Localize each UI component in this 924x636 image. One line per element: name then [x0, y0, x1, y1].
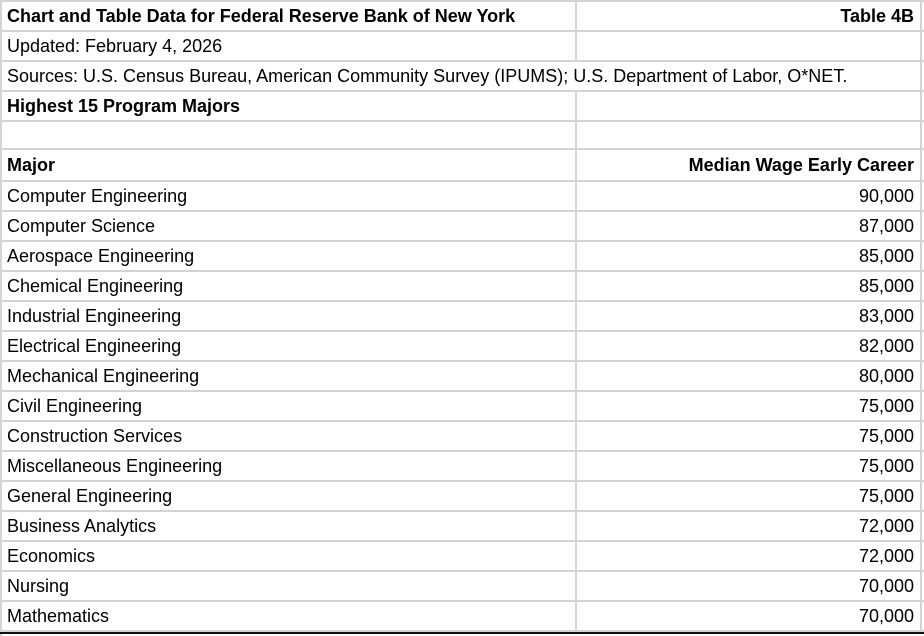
- subtitle-row: [2, 92, 924, 122]
- major-cell[interactable]: Construction Services: [2, 422, 577, 450]
- empty-cell[interactable]: [2, 122, 577, 148]
- table-row: [2, 482, 924, 512]
- sources-row: [2, 62, 924, 92]
- table-row: [2, 572, 924, 602]
- major-cell[interactable]: Industrial Engineering: [2, 302, 577, 330]
- table-row: [2, 512, 924, 542]
- wage-cell[interactable]: 82,000: [577, 332, 922, 360]
- major-cell[interactable]: Aerospace Engineering: [2, 242, 577, 270]
- major-cell[interactable]: Chemical Engineering: [2, 272, 577, 300]
- major-cell[interactable]: Business Analytics: [2, 512, 577, 540]
- wage-cell[interactable]: 80,000: [577, 362, 922, 390]
- table-id[interactable]: Table 4B: [577, 2, 922, 30]
- table-subtitle[interactable]: Highest 15 Program Majors: [2, 92, 577, 120]
- major-cell[interactable]: Nursing: [2, 572, 577, 600]
- wage-cell[interactable]: 72,000: [577, 542, 922, 570]
- wage-cell[interactable]: 87,000: [577, 212, 922, 240]
- table-row: [2, 602, 924, 632]
- wage-cell[interactable]: 70,000: [577, 602, 922, 630]
- title-row: [2, 2, 924, 32]
- wage-cell[interactable]: 72,000: [577, 512, 922, 540]
- table-row: [2, 212, 924, 242]
- major-cell[interactable]: Electrical Engineering: [2, 332, 577, 360]
- wage-cell[interactable]: 90,000: [577, 182, 922, 210]
- blank-row: [2, 122, 924, 150]
- major-cell[interactable]: Civil Engineering: [2, 392, 577, 420]
- major-cell[interactable]: Economics: [2, 542, 577, 570]
- wage-cell[interactable]: 75,000: [577, 482, 922, 510]
- wage-cell[interactable]: 85,000: [577, 272, 922, 300]
- major-cell[interactable]: General Engineering: [2, 482, 577, 510]
- table-row: [2, 182, 924, 212]
- table-bottom-border: [0, 632, 924, 634]
- table-row: [2, 272, 924, 302]
- table-row: [2, 542, 924, 572]
- column-header-row: [2, 150, 924, 182]
- table-row: [2, 422, 924, 452]
- updated-row: [2, 32, 924, 62]
- wage-cell[interactable]: 83,000: [577, 302, 922, 330]
- table-row: [2, 392, 924, 422]
- table-row: [2, 302, 924, 332]
- wage-cell[interactable]: 75,000: [577, 392, 922, 420]
- sources-note[interactable]: Sources: U.S. Census Bureau, American Community Survey (IPUMS); U.S. Department of Labor, O*NET.: [2, 62, 922, 90]
- updated-date[interactable]: Updated: February 4, 2026: [2, 32, 577, 60]
- major-cell[interactable]: Computer Science: [2, 212, 577, 240]
- sheet-title[interactable]: Chart and Table Data for Federal Reserve Bank of New York: [2, 2, 577, 30]
- empty-cell[interactable]: [577, 92, 922, 120]
- table-row: [2, 452, 924, 482]
- major-cell[interactable]: Miscellaneous Engineering: [2, 452, 577, 480]
- wage-cell[interactable]: 85,000: [577, 242, 922, 270]
- wage-cell[interactable]: 75,000: [577, 422, 922, 450]
- empty-cell[interactable]: [577, 32, 922, 60]
- table-row: [2, 362, 924, 392]
- major-cell[interactable]: Mechanical Engineering: [2, 362, 577, 390]
- column-header-median-wage[interactable]: Median Wage Early Career: [577, 150, 922, 180]
- table-row: [2, 242, 924, 272]
- major-cell[interactable]: Mathematics: [2, 602, 577, 630]
- empty-cell[interactable]: [577, 122, 922, 148]
- column-header-major[interactable]: Major: [2, 150, 577, 180]
- table-row: [2, 332, 924, 362]
- wage-cell[interactable]: 75,000: [577, 452, 922, 480]
- wage-cell[interactable]: 70,000: [577, 572, 922, 600]
- major-cell[interactable]: Computer Engineering: [2, 182, 577, 210]
